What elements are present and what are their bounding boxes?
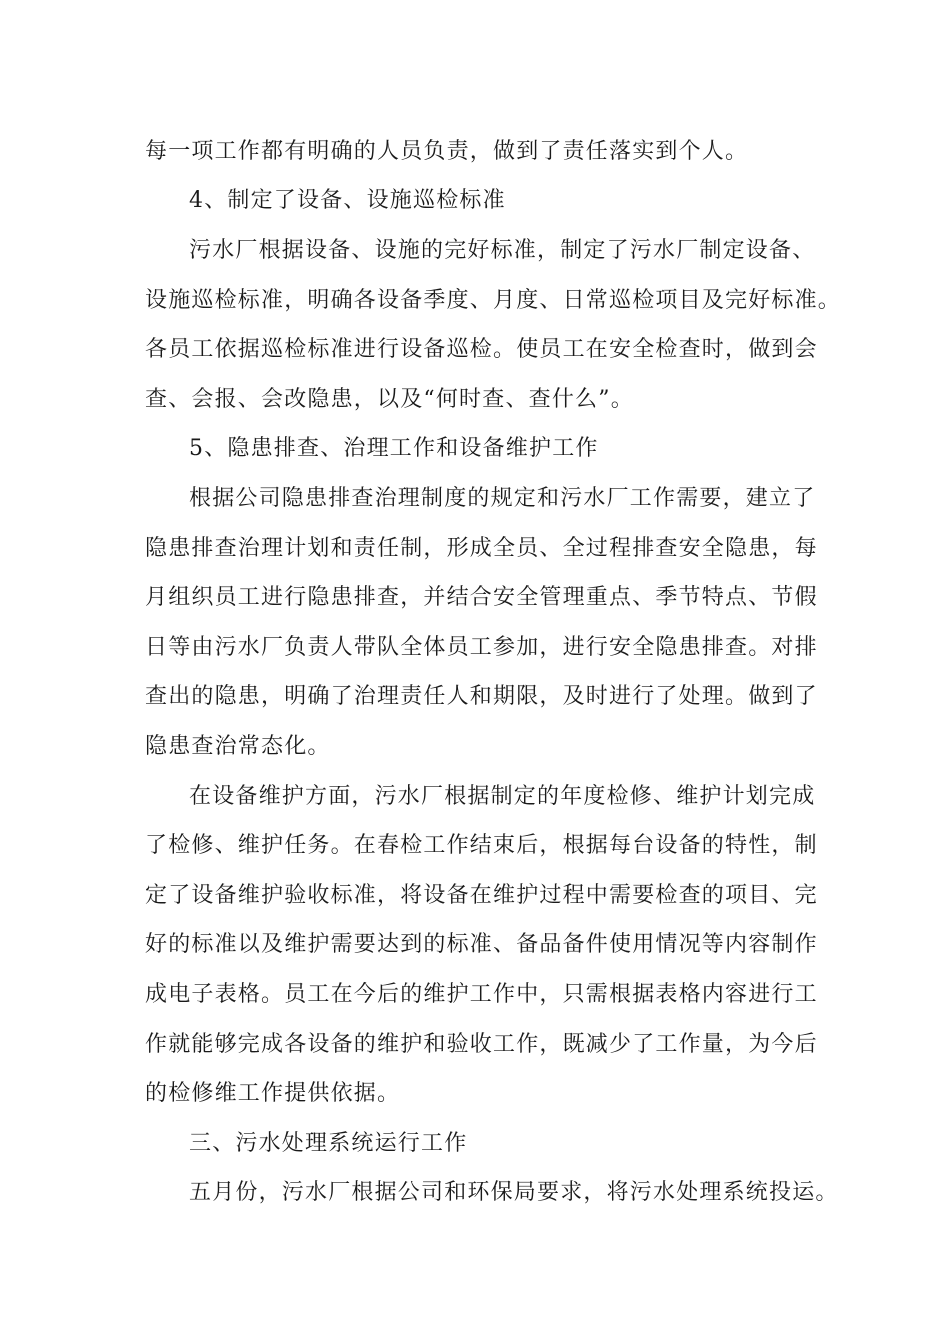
text-line: 日等由污水厂负责人带队全体员工参加，进行安全隐患排查。对排 — [145, 635, 818, 660]
text-line: 每一项工作都有明确的人员负责，做到了责任落实到个人。 — [145, 139, 749, 164]
text-line: 隐患排查治理计划和责任制，形成全员、全过程排查安全隐患，每 — [145, 536, 818, 561]
section-heading: 5、隐患排查、治理工作和设备维护工作 — [189, 436, 599, 461]
text-line: 在设备维护方面，污水厂根据制定的年度检修、维护计划完成 — [189, 784, 816, 809]
text-line: 了检修、维护任务。在春检工作结束后，根据每台设备的特性，制 — [145, 833, 818, 858]
text-line: 各员工依据巡检标准进行设备巡检。使员工在安全检查时，做到会 — [145, 337, 818, 362]
section-heading: 三、污水处理系统运行工作 — [189, 1131, 468, 1156]
text-line: 查、会报、会改隐患，以及“何时查、查什么”。 — [145, 387, 634, 412]
text-line: 定了设备维护验收标准，将设备在维护过程中需要检查的项目、完 — [145, 883, 818, 908]
section-heading: 4、制定了设备、设施巡检标准 — [189, 188, 506, 213]
text-line: 查出的隐患，明确了治理责任人和期限，及时进行了处理。做到了 — [145, 684, 818, 709]
text-line: 月组织员工进行隐患排查，并结合安全管理重点、季节特点、节假 — [145, 585, 818, 610]
text-line: 隐患查治常态化。 — [145, 734, 331, 759]
text-line: 五月份，污水厂根据公司和环保局要求，将污水处理系统投运。 — [189, 1180, 839, 1205]
text-line: 作就能够完成各设备的维护和验收工作，既减少了工作量，为今后 — [145, 1032, 818, 1057]
text-line: 根据公司隐患排查治理制度的规定和污水厂工作需要，建立了 — [189, 486, 816, 511]
text-line: 成电子表格。员工在今后的维护工作中，只需根据表格内容进行工 — [145, 982, 818, 1007]
text-line: 污水厂根据设备、设施的完好标准，制定了污水厂制定设备、 — [189, 238, 816, 263]
text-line: 设施巡检标准，明确各设备季度、月度、日常巡检项目及完好标准。 — [145, 288, 842, 313]
text-line: 的检修维工作提供依据。 — [145, 1081, 401, 1106]
text-line: 好的标准以及维护需要达到的标准、备品备件使用情况等内容制作 — [145, 932, 818, 957]
